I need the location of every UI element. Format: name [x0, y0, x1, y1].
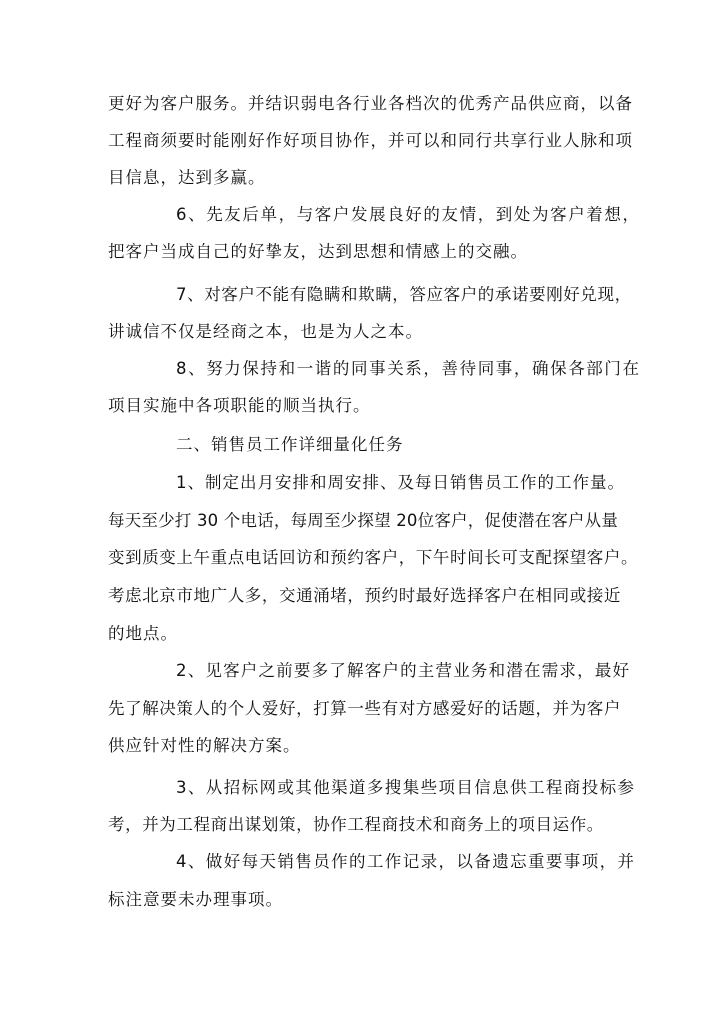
text-line: 供应针对性的解决方案。: [108, 736, 301, 755]
text-line: 1、制定出月安排和周安排、及每日销售员工作的工作量。: [176, 473, 625, 492]
text-line: 考，并为工程商出谋划策，协作工程商技术和商务上的项目运作。: [108, 815, 604, 834]
text-line: 的地点。: [108, 624, 178, 643]
text-line: 目信息，达到多赢。: [108, 168, 266, 187]
text-line: 把客户当成自己的好挚友，达到思想和情感上的交融。: [108, 242, 528, 261]
text-line: 更好为客户服务。并结识弱电各行业各档次的优秀产品供应商，以备: [108, 94, 633, 113]
text-line: 6、先友后单，与客户发展良好的友情，到处为客户着想，: [176, 205, 641, 224]
text-line: 8、努力保持和一谐的同事关系，善待同事，确保各部门在: [176, 359, 641, 378]
text-line: 项目实施中各项职能的顺当执行。: [108, 396, 371, 415]
text-line: 变到质变上午重点电话回访和预约客户，下午时间长可支配探望客户。: [108, 548, 639, 567]
text-line: 讲诚信不仅是经商之本，也是为人之本。: [108, 322, 423, 341]
text-line: 标注意要未办理事项。: [108, 890, 283, 909]
text-line: 2、见客户之前要多了解客户的主营业务和潜在需求，最好: [176, 661, 631, 680]
text-line: 4、做好每天销售员作的工作记录，以备遗忘重要事项，并: [176, 852, 636, 871]
text-line: 先了解决策人的个人爱好，打算一些有对方感爱好的话题，并为客户: [108, 699, 621, 718]
text-line: 每天至少打 30 个电话，每周至少探望 20位客户，促使潜在客户从量: [108, 511, 619, 530]
text-line: 3、从招标网或其他渠道多搜集些项目信息供工程商投标参: [176, 778, 636, 797]
text-line: 工程商须要时能刚好作好项目协作，并可以和同行共享行业人脉和项: [108, 131, 633, 150]
text-line: 7、对客户不能有隐瞒和欺瞒，答应客户的承诺要刚好兑现，: [176, 285, 632, 304]
section-heading: 二、销售员工作详细量化任务: [176, 435, 404, 454]
text-line: 考虑北京市地广人多，交通涌堵，预约时最好选择客户在相同或接近: [108, 586, 621, 605]
